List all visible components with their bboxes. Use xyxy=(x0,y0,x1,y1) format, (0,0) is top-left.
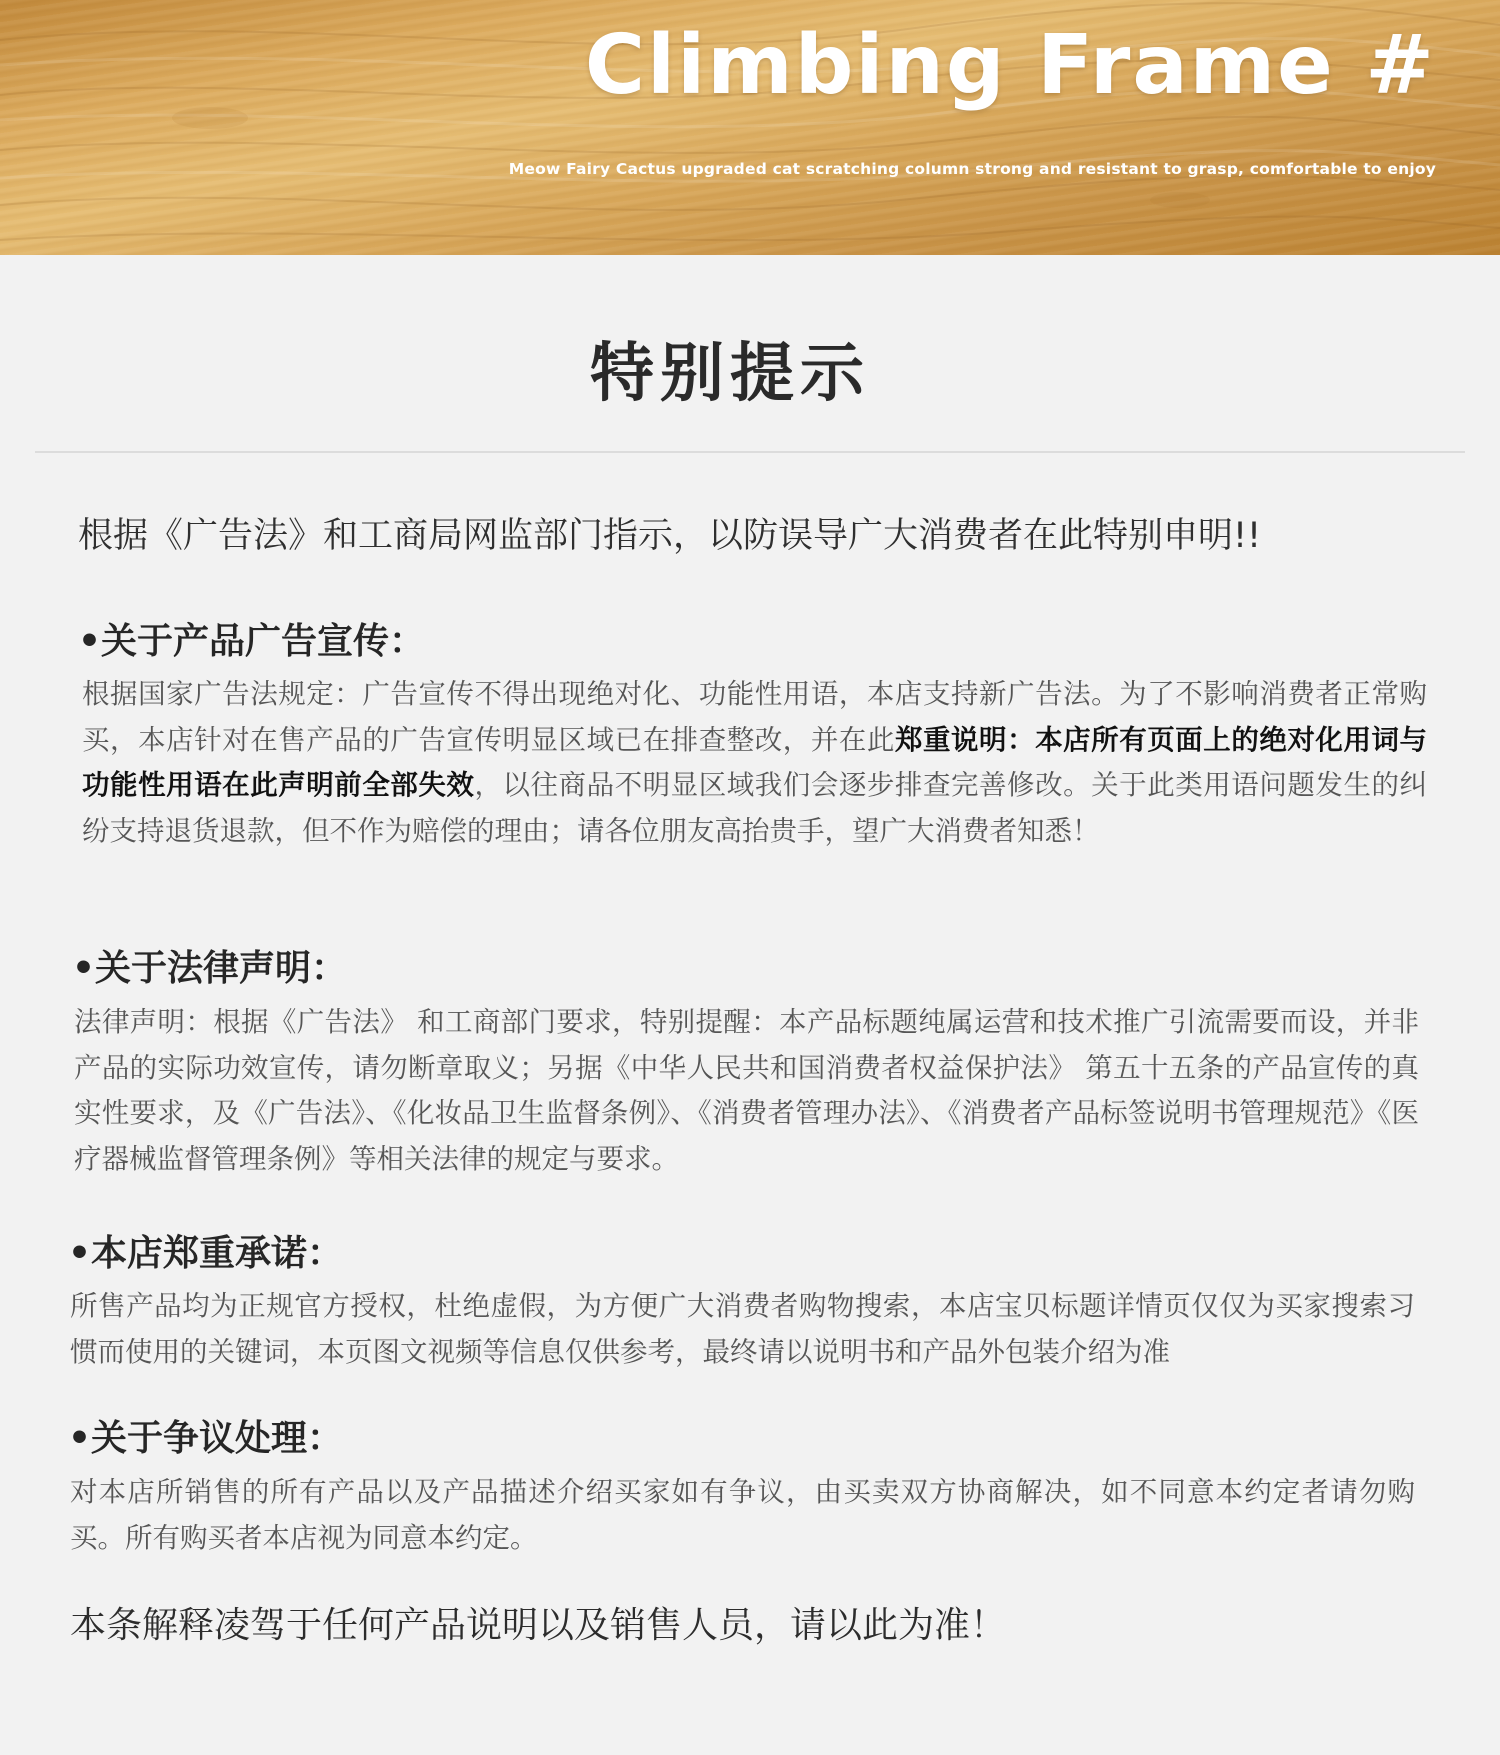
banner-subtitle: Meow Fairy Cactus upgraded cat scratching column strong and resistant to grasp, comfortable to enjoy xyxy=(508,160,1436,178)
section-body-legal: 法律声明：根据《广告法》 和工商部门要求，特别提醒：本产品标题纯属运营和技术推广引流需要而设，并非产品的实际功效宣传，请勿断章取义；另据《中华人民共和国消费者权益保护法》 第五十五条的产品宣传的真实性要求，及《广告法》、《化妆品卫生监督条例》、《消费者管理办法》、《消费者产品标签说明书管理规范》《医疗器械监督管理条例》等相关法律的规定与要求。 xyxy=(74,1006,1419,1175)
section-title-commitment: •本店郑重承诺： xyxy=(68,1233,344,1274)
closing-statement: 本条解释凌驾于任何产品说明以及销售人员，请以此为准！ xyxy=(70,1605,1007,1646)
advertising-body-text: 根据国家广告法规定：广告宣传不得出现绝对化、功能性用语，本店支持新广告法。为了不影响消费者正常购买，本店针对在售产品的广告宣传明显区域已在排查整改，并在此 xyxy=(82,678,1427,756)
section-title-legal: •关于法律声明： xyxy=(72,948,348,989)
notice-intro: 根据《广告法》和工商局网监部门指示，以防误导广大消费者在此特别申明!! xyxy=(78,516,1262,556)
heading-divider xyxy=(35,451,1465,453)
wood-banner xyxy=(0,0,1500,255)
section-title-dispute: •关于争议处理： xyxy=(68,1418,344,1459)
notice-heading: 特别提示 xyxy=(590,337,870,411)
section-body-dispute: 对本店所销售的所有产品以及产品描述介绍买家如有争议，由买卖双方协商解决，如不同意本约定者请勿购买。所有购买者本店视为同意本约定。 xyxy=(70,1476,1415,1554)
section-body-commitment: 所售产品均为正规官方授权，杜绝虚假，为方便广大消费者购物搜索，本店宝贝标题详情页仅仅为买家搜索习惯而使用的关键词，本页图文视频等信息仅供参考，最终请以说明书和产品外包装介绍为准 xyxy=(70,1290,1415,1368)
section-title-advertising: •关于产品广告宣传： xyxy=(78,621,426,662)
advertising-body-text-end: ，以往商品不明显区域我们会逐步排查完善修改。关于此类用语问题发生的纠纷支持退货退款，但不作为赔偿的理由；请各位朋友高抬贵手，望广大消费者知悉！ xyxy=(82,769,1428,847)
section-body-advertising xyxy=(82,672,1427,854)
banner-title: Climbing Frame # xyxy=(584,18,1436,113)
advertising-emphasis-text: 郑重说明：本店所有页面上的绝对化用词与功能性用语在此声明前全部失效 xyxy=(82,723,1428,801)
